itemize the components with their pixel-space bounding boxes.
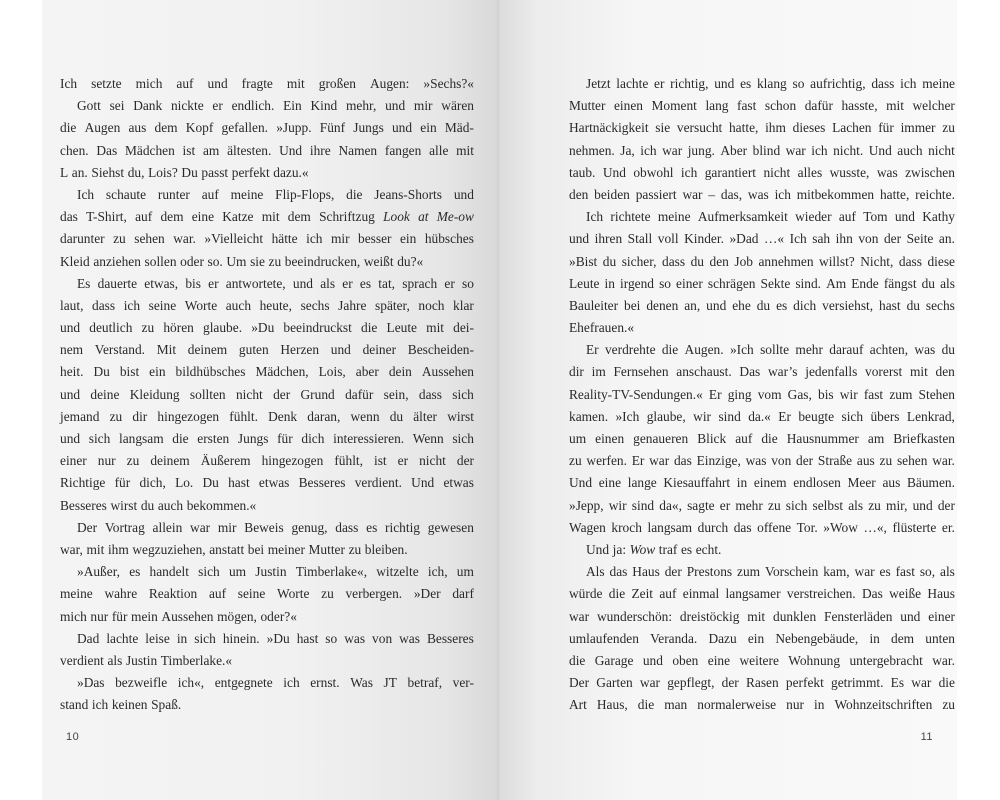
text-line: war wunderschön: dreistöckig mit dunklen Fensterläden und einer <box>569 608 955 624</box>
text-line: Kleid anziehen sollen oder so. Um sie zu beeindrucken, weißt du?« <box>60 253 424 269</box>
text-line: mich nur für mein Aussehen mögen, oder?« <box>60 608 297 624</box>
text-line: Ehefrauen.« <box>569 320 635 336</box>
text-line: jemand zu dir hingezogen fühlt. Denk daran, wenn du älter wirst <box>60 408 474 424</box>
text-line: meine wahre Reaktion auf seine Worte zu verbergen. »Der darf <box>60 586 474 602</box>
text-line: zu werfen. Er war das Einzige, was von der Straße aus zu sehen war. <box>569 453 955 469</box>
text-line: Leute in irgend so einer schrägen Sekte sind. Am Ende fängst du als <box>569 275 955 291</box>
text-line: taub. Und obwohl ich garantiert nicht alles wusste, was zwischen <box>569 164 955 180</box>
text-line: Und eine lange Kiesauffahrt in einem endlosen Meer aus Bäumen. <box>569 475 955 491</box>
text-line: Wagen kroch langsam durch das offene Tor. »Wow …«, flüsterte er. <box>569 519 955 535</box>
text-line: und deutlich zu hören glaube. »Du beeindruckst die Leute mit dei- <box>60 320 474 336</box>
text-line: Der Vortrag allein war mir Beweis genug, dass es richtig gewesen <box>77 519 474 535</box>
text-line: kamen. »Ich glaube, wir sind da.« Er beugte sich übers Lenkrad, <box>569 408 955 424</box>
text-line: Es dauerte etwas, bis er antwortete, und als er es tat, sprach er so <box>77 275 474 291</box>
right-page <box>500 0 957 800</box>
text-line: »Das bezweifle ich«, entgegnete ich ernst. Was JT betraf, ver- <box>77 675 474 691</box>
text-line: Er verdrehte die Augen. »Ich sollte mehr darauf achten, was du <box>586 342 955 358</box>
text-line: Richtige für dich, Lo. Du hast etwas Besseres verdient. Und etwas <box>60 475 474 491</box>
text-line: chen. Das Mädchen ist am ältesten. Und ihre Namen fangen alle mit <box>60 142 474 158</box>
text-line: Besseres wirst du auch bekommen.« <box>60 497 257 513</box>
page-number: 11 <box>920 731 933 743</box>
text-line: und deine Kleidung sollten nicht der Grund dafür sein, dass sich <box>60 386 474 402</box>
text-line: nem Verstand. Mit deinem guten Herzen und deiner Bescheiden- <box>60 342 474 358</box>
text-line: war, mit ihm wegzuziehen, anstatt bei meiner Mutter zu bleiben. <box>60 541 408 557</box>
text-line: das T-Shirt, auf dem eine Katze mit dem Schriftzug Look at Me-ow <box>60 209 474 225</box>
text-line: »Bist du sicher, dass du den Job annehmen willst? Nicht, dass diese <box>569 253 955 269</box>
left-page <box>42 0 499 800</box>
text-line: Mutter einen Moment lang fast schon dafür hasste, mit welcher <box>569 98 955 114</box>
text-line: umlaufenden Veranda. Dazu ein Nebengebäude, in dem unten <box>569 630 955 646</box>
text-line: stand ich keinen Spaß. <box>60 697 182 713</box>
right-page-text <box>569 73 955 716</box>
text-line: würde die Zeit auf einmal langsamer verstreichen. Das weiße Haus <box>569 586 955 602</box>
text-line: Ich richtete meine Aufmerksamkeit wieder auf Tom und Kathy <box>586 209 955 225</box>
text-line: Dad lachte leise in sich hinein. »Du hast so was von was Besseres <box>77 630 474 646</box>
text-line: Gott sei Dank nickte er endlich. Ein Kind mehr, und mir wären <box>77 98 474 114</box>
text-line: dir im Fernsehen anschaust. Das war’s jedenfalls vorerst mit den <box>569 364 955 380</box>
text-line: darunter zu sehen war. »Vielleicht hätte ich mir besser ein hübsches <box>60 231 474 247</box>
text-line: heit. Du bist ein bildhübsches Mädchen, Lois, aber dein Aussehen <box>60 364 474 380</box>
text-line: Reality-TV-Sendungen.« Er ging vom Gas, bis wir fast zum Stehen <box>569 386 955 402</box>
text-line: nehmen. Ja, ich war jung. Aber blind war ich nicht. Und auch nicht <box>569 142 955 158</box>
text-line: verdient als Justin Timberlake.« <box>60 652 233 668</box>
text-line: Ich schaute runter auf meine Flip-Flops, die Jeans-Shorts und <box>77 186 474 202</box>
text-line: »Jepp, wir sind da«, sagte er mehr zu sich selbst als zu mir, und der <box>569 497 955 513</box>
text-line: den beiden passiert war – das, was ich mitbekommen hatte, reichte. <box>569 186 955 202</box>
text-line: L an. Siehst du, Lois? Du passt perfekt dazu.« <box>60 164 309 180</box>
page-number: 10 <box>66 731 80 743</box>
text-line: einer nur zu deinem Äußerem hingezogen fühlt, ist er nicht der <box>60 453 474 469</box>
text-line: Jetzt lachte er richtig, und es klang so aufrichtig, dass ich meine <box>586 76 955 91</box>
text-line: und sich langsam die ersten Jungs für dich interessieren. Wenn sich <box>60 431 474 446</box>
text-line: die Garage und oben eine weitere Wohnung untergebracht war. <box>569 652 955 668</box>
left-page-text <box>60 73 474 716</box>
text-line: um einen genaueren Blick auf die Hausnummer am Briefkasten <box>569 431 955 446</box>
text-line: die Augen aus dem Kopf gefallen. »Jupp. Fünf Jungs und ein Mäd- <box>60 120 474 136</box>
text-line: Der Garten war gepflegt, der Rasen perfekt getrimmt. Es war die <box>569 675 955 691</box>
text-line: Art Haus, die man normalerweise nur in Wohnzeitschriften zu <box>569 697 955 713</box>
text-line: »Außer, es handelt sich um Justin Timberlake«, witzelte ich, um <box>77 564 474 580</box>
text-line: laut, dass ich seine Worte auch heute, sechs Jahre später, noch klar <box>60 297 474 313</box>
text-line: Als das Haus der Prestons zum Vorschein kam, war es fast so, als <box>586 564 955 580</box>
text-line: Und ja: Wow traf es echt. <box>586 541 722 557</box>
text-line: Ich setzte mich auf und fragte mit großen Augen: »Sechs?« <box>60 76 474 91</box>
text-line: Hartnäckigkeit sie versucht hatte, ihm dieses Lachen für immer zu <box>569 120 955 136</box>
text-line: und ihren Stall voll Kinder. »Dad …« Ich sah ihn von der Seite an. <box>569 231 955 247</box>
text-line: Bauleiter bei denen an, und ehe du es dich versiehst, hast du sechs <box>569 297 955 313</box>
